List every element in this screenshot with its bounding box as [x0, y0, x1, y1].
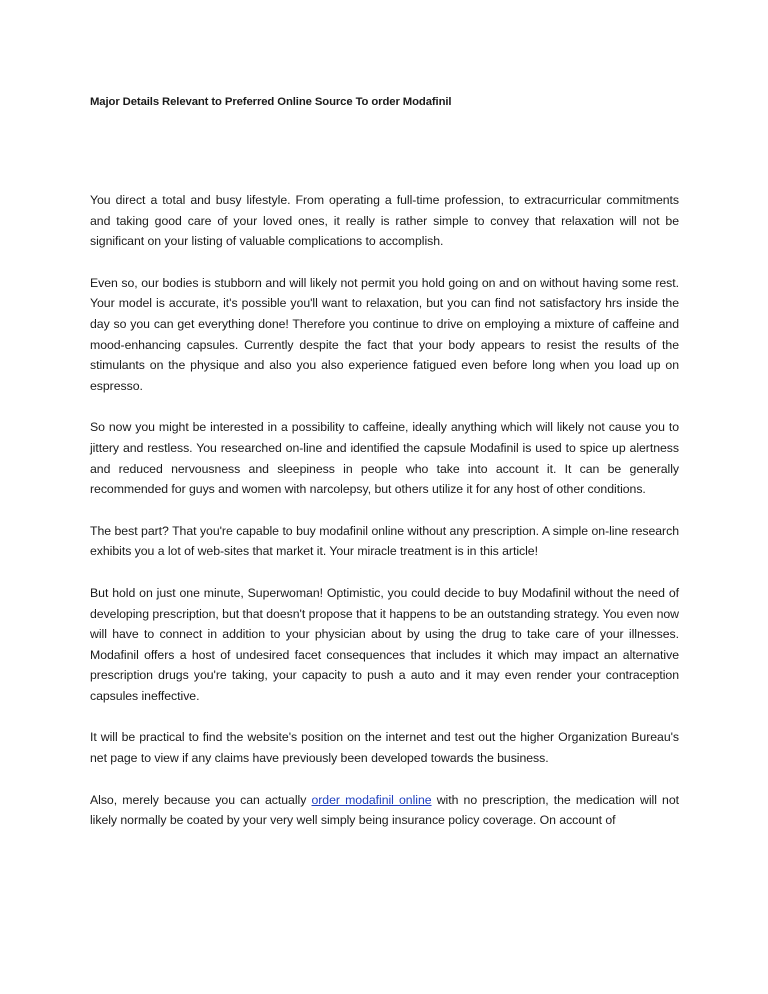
paragraph-5: But hold on just one minute, Superwoman! Optimistic, you could decide to buy Modafinil without the need of developing prescription, but that doesn't propose that it happens to be an outstanding strategy. You even now will have to connect in addition to your physician about by using the drug to take care of your illnesses. Modafinil offers a host of undesired facet consequences that includes it which may impact an alternative prescription drugs you're taking, your capacity to push a auto and it may even render your contraception capsules ineffective. [90, 585, 679, 703]
paragraph-1: You direct a total and busy lifestyle. From operating a full-time profession, to extracurricular commitments and taking good care of your loved ones, it really is rather simple to convey that relaxation will not be significant on your listing of valuable complications to accomplish. [90, 193, 679, 249]
paragraph-2: Even so, our bodies is stubborn and will likely not permit you hold going on and on without having some rest. Your model is accurate, it's possible you'll want to relaxation, but you can find not satisfactory hrs inside the day so you can get everything done! Therefore you continue to drive on employing a mixture of caffeine and mood-enhancing capsules. Currently despite the fact that your body appears to resist the results of the stimulants on the physique and also you also experience fatigued even before long when you load up on espresso. [90, 275, 679, 393]
document-title: Major Details Relevant to Preferred Online Source To order Modafinil [90, 96, 452, 108]
order-modafinil-link[interactable]: order modafinil online [311, 792, 432, 807]
paragraph-3: So now you might be interested in a possibility to caffeine, ideally anything which will likely not cause you to jittery and restless. You researched on-line and identified the capsule Modafinil is used to spice up alertness and reduced nervousness and sleepiness in people who take into account it. It can be generally recommended for guys and women with narcolepsy, but others utilize it for any host of other conditions. [90, 420, 679, 497]
paragraph-7-text-after: with no prescription, the medication will not likely normally be coated by your very well simply being insurance policy coverage. On account of [90, 792, 679, 828]
paragraph-6: It will be practical to find the website's position on the internet and test out the higher Organization Bureau's net page to view if any claims have previously been developed towards the business. [90, 730, 679, 766]
document-page [90, 92, 679, 831]
paragraph-4: The best part? That you're capable to buy modafinil online without any prescription. A simple on-line research exhibits you a lot of web-sites that market it. Your miracle treatment is in this article! [90, 523, 679, 559]
paragraph-7-text-before: Also, merely because you can actually [90, 792, 312, 807]
paragraph-7 [90, 790, 679, 831]
